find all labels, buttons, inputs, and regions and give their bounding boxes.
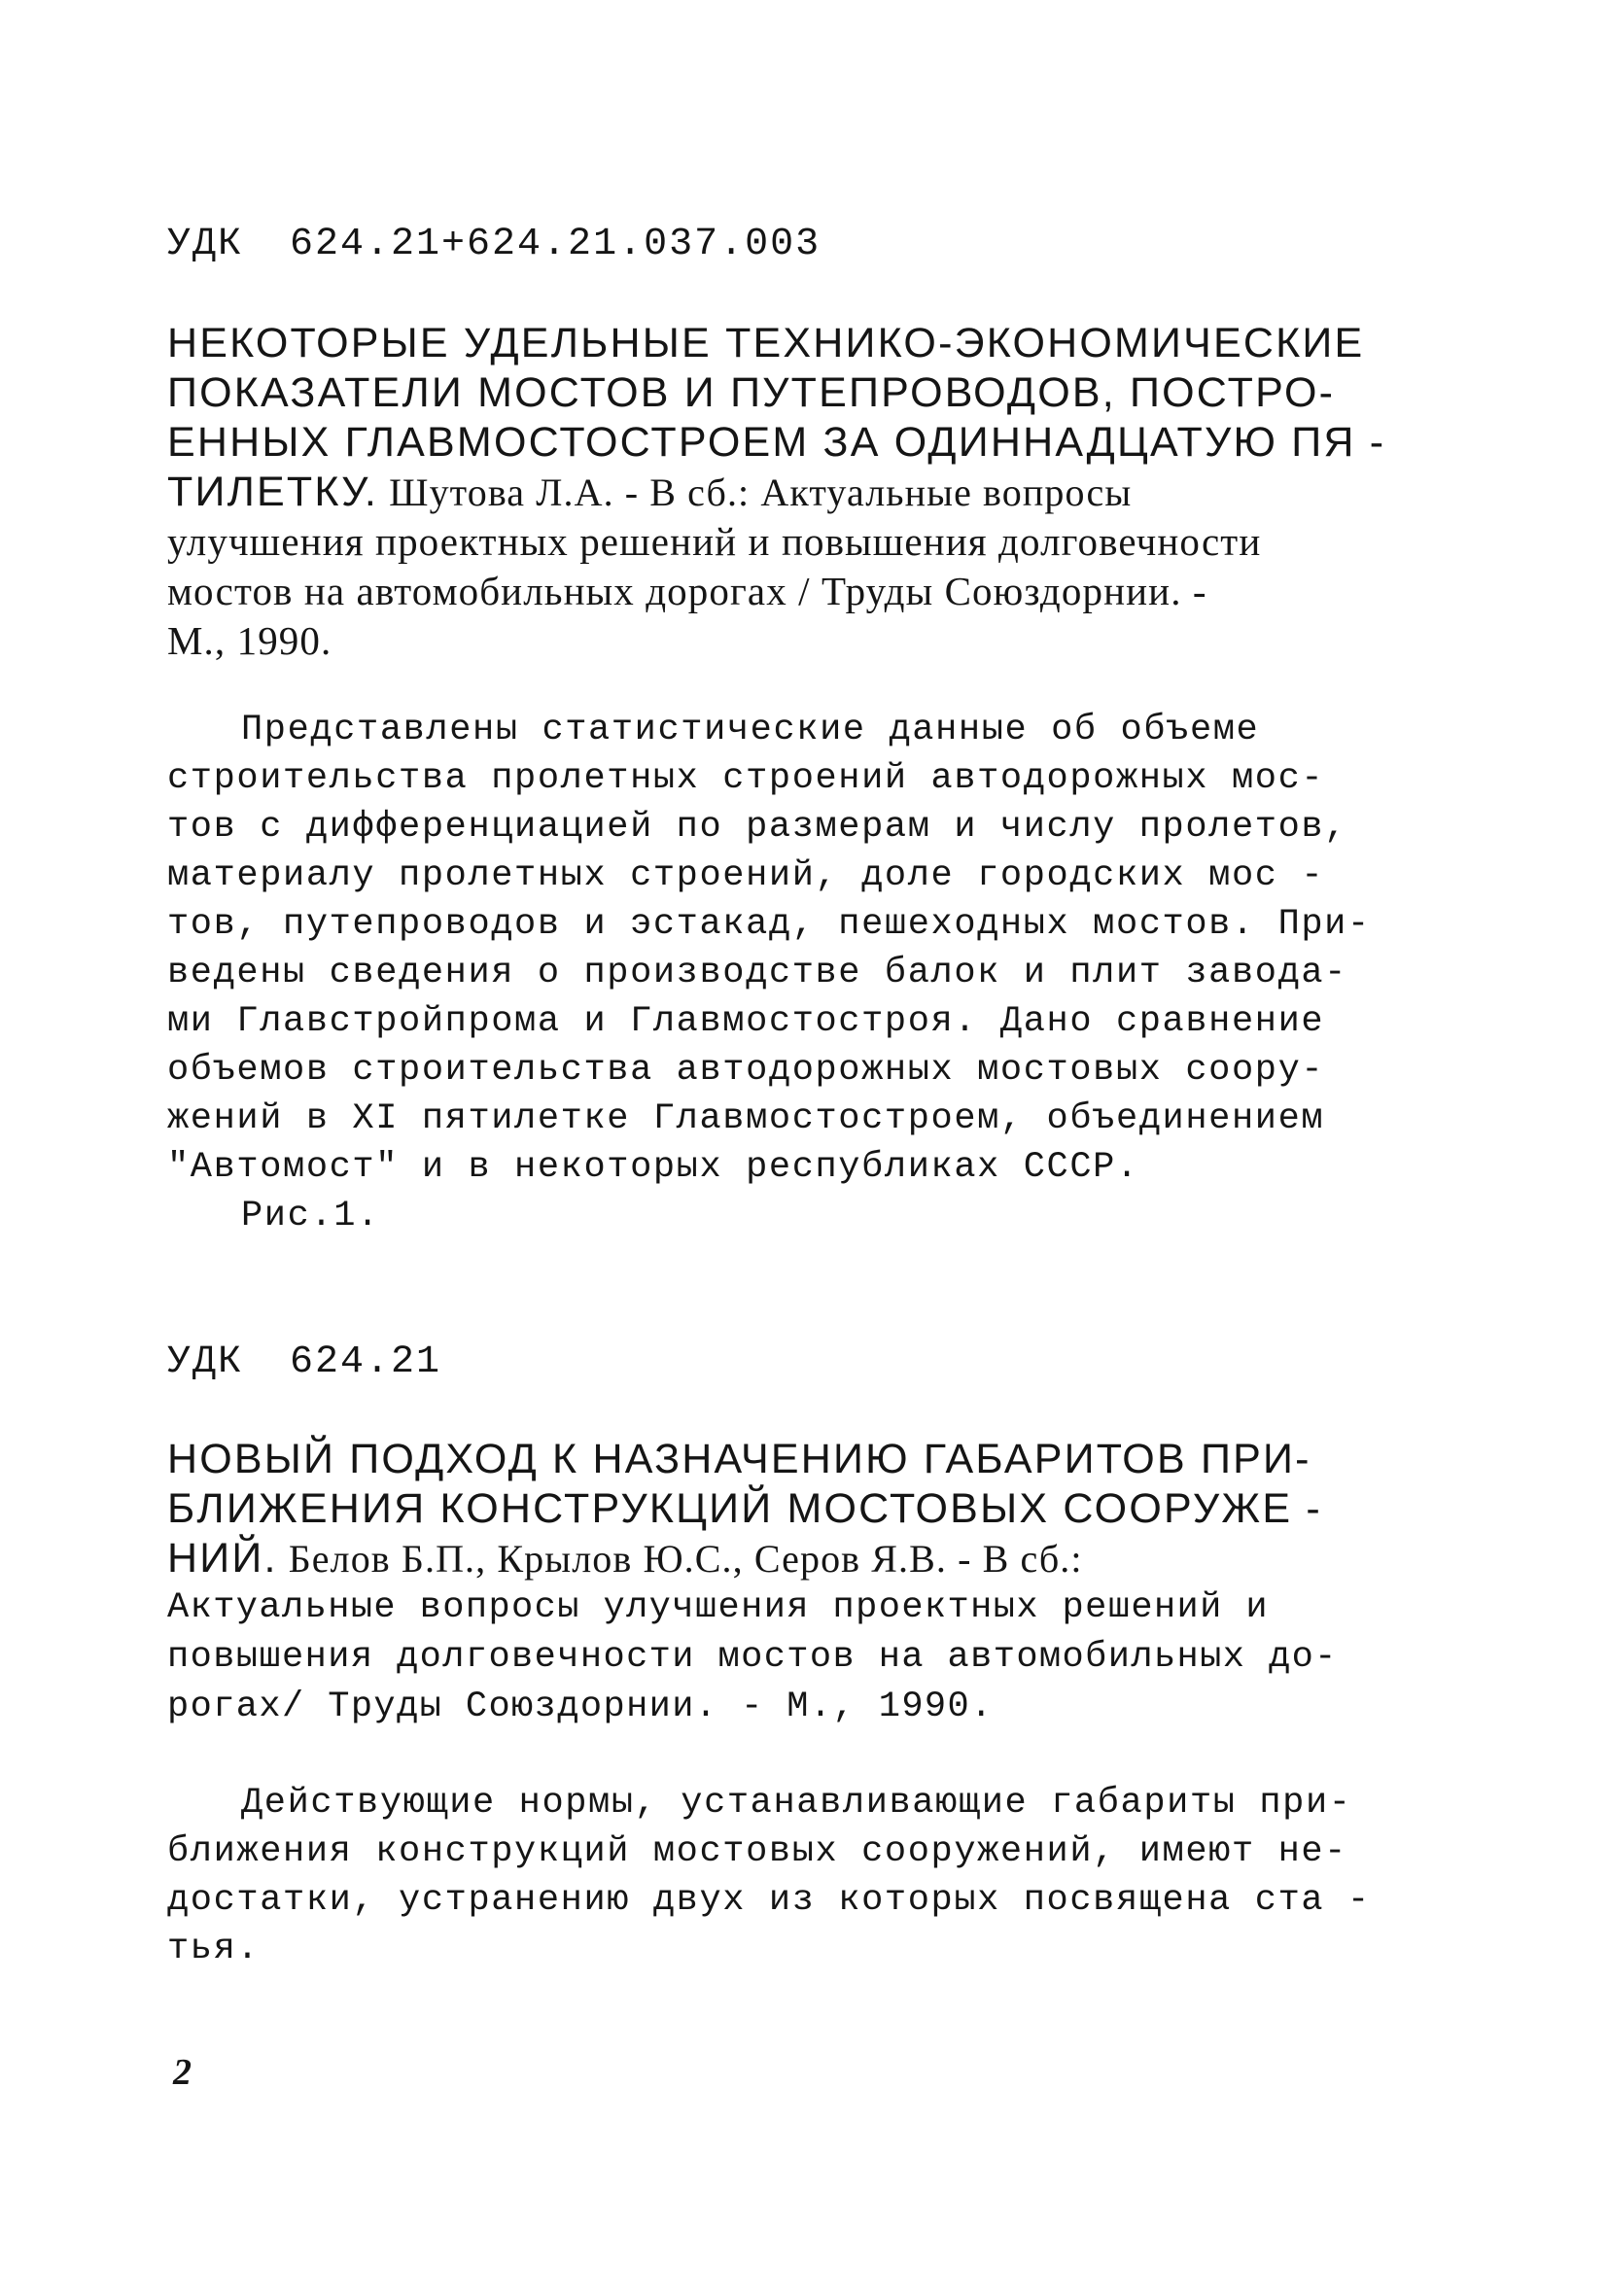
title-author-line xyxy=(167,1534,1431,1583)
abstract-line: ближения конструкций мостовых сооружений, имеют не- xyxy=(167,1831,1347,1872)
bibliographic-entry-1 xyxy=(167,319,1431,666)
abstract-line: объемов строительства автодорожных мостовых соору- xyxy=(167,1050,1325,1091)
abstract-line: материалу пролетных строений, доле городских мос - xyxy=(167,855,1325,896)
udk-code: 624.21 xyxy=(290,1340,442,1384)
abstract-2 xyxy=(167,1779,1431,1973)
bibliographic-entry-2 xyxy=(167,1435,1431,1732)
abstract-1 xyxy=(167,706,1431,1240)
abstract-line: жений в XI пятилетке Главмостостроем, объединением xyxy=(167,1098,1325,1139)
abstract-line: тов с дифференциацией по размерам и числу пролетов, xyxy=(167,807,1347,848)
figure-count: Рис.1. xyxy=(241,1196,380,1236)
reference-line: рогах/ Труды Союздорнии. - М., 1990. xyxy=(167,1687,994,1727)
reference-fragment: Шутова Л.А. - В сб.: Актуальные вопросы xyxy=(378,470,1133,514)
udk-label: УДК xyxy=(167,1340,244,1384)
reference-line: улучшения проектных решений и повышения долговечности xyxy=(167,519,1262,564)
abstract-line: строительства пролетных строений автодорожных мос- xyxy=(167,758,1325,799)
title-line: НОВЫЙ ПОДХОД К НАЗНАЧЕНИЮ ГАБАРИТОВ ПРИ- xyxy=(167,1436,1311,1482)
abstract-line: тья. xyxy=(167,1929,261,1969)
udk-heading-1 xyxy=(167,222,821,268)
title-line: ЕННЫХ ГЛАВМОСТОСТРОЕМ ЗА ОДИННАДЦАТУЮ ПЯ - xyxy=(167,419,1386,466)
reference-line: мостов на автомобильных дорогах / Труды Союздорнии. - xyxy=(167,569,1207,613)
abstract-line: Представлены статистические данные об объеме xyxy=(241,710,1260,750)
reference-line: Актуальные вопросы улучшения проектных решений и xyxy=(167,1587,1269,1628)
abstract-line: ведены сведения о производстве балок и плит завода- xyxy=(167,953,1347,993)
page-number: 2 xyxy=(173,2052,192,2093)
title-fragment: НИЙ. xyxy=(167,1535,278,1582)
title-line: ПОКАЗАТЕЛИ МОСТОВ И ПУТЕПРОВОДОВ, ПОСТРО- xyxy=(167,369,1336,416)
title-author-line xyxy=(167,468,1431,517)
abstract-line: ми Главстройпрома и Главмостостроя. Дано сравнение xyxy=(167,1001,1325,1042)
abstract-line: "Автомост" и в некоторых республиках СССР. xyxy=(167,1147,1139,1188)
reference-fragment: Белов Б.П., Крылов Ю.С., Серов Я.В. - В сб.: xyxy=(277,1537,1083,1581)
udk-label: УДК xyxy=(167,223,244,266)
title-fragment: ТИЛЕТКУ. xyxy=(167,469,379,515)
abstract-line: Действующие нормы, устанавливающие габариты при- xyxy=(241,1783,1352,1824)
abstract-line: тов, путепроводов и эстакад, пешеходных мостов. При- xyxy=(167,904,1371,945)
reference-line: повышения долговечности мостов на автомобильных до- xyxy=(167,1637,1338,1678)
reference-line: М., 1990. xyxy=(167,618,332,663)
title-line: НЕКОТОРЫЕ УДЕЛЬНЫЕ ТЕХНИКО-ЭКОНОМИЧЕСКИЕ xyxy=(167,320,1365,366)
abstract-line: достатки, устранению двух из которых посвящена ста - xyxy=(167,1880,1371,1921)
title-line: БЛИЖЕНИЯ КОНСТРУКЦИЙ МОСТОВЫХ СООРУЖЕ - xyxy=(167,1485,1322,1532)
udk-code: 624.21+624.21.037.003 xyxy=(290,223,821,266)
udk-heading-2 xyxy=(167,1339,441,1386)
